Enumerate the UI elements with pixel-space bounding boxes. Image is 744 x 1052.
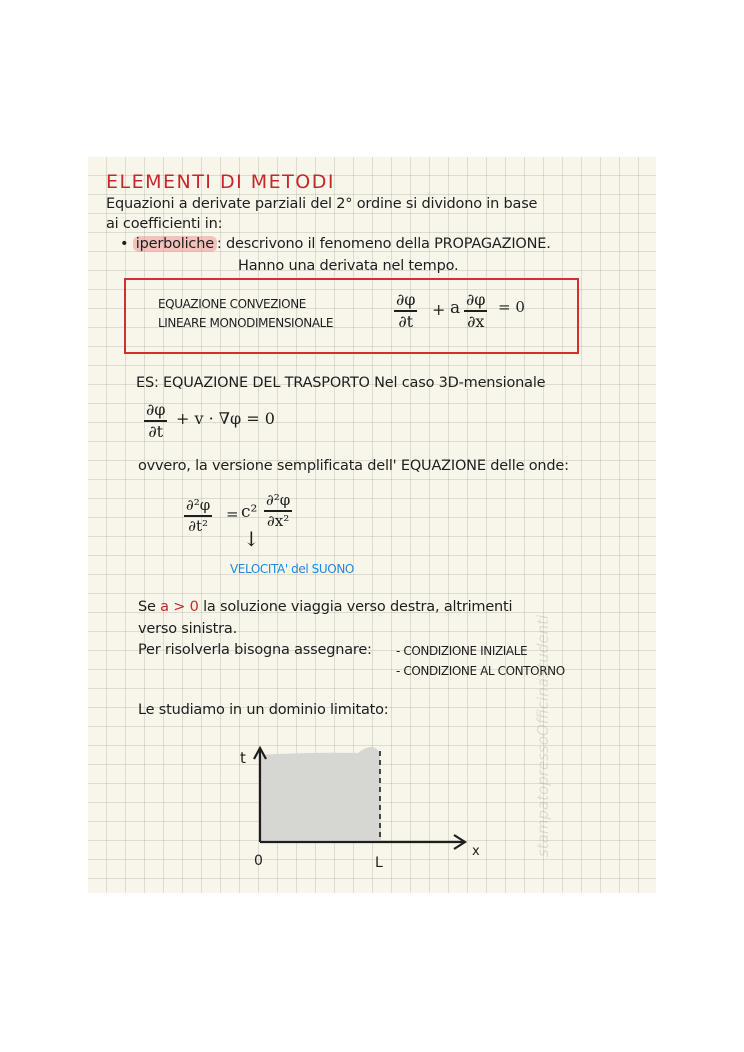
wave-rhs-fraction: $\frac{\text{∂²φ}}{\text{∂x²}}$ [266,491,291,530]
shaded-domain-region [260,747,381,842]
equals-zero: = 0 [498,298,525,316]
L-label: L [375,855,383,869]
intro-line-2: ai coefficienti in: [106,216,223,232]
origin-label: 0 [254,853,263,869]
coefficient-a: a [450,298,461,318]
x-axis-label: x [472,844,480,859]
page-title: ELEMENTI DI METODI [106,171,335,193]
example-heading: ES: EQUAZIONE DEL TRASPORTO Nel caso 3D-mensionale [136,375,546,391]
domain-sentence: Le studiamo in un dominio limitato: [138,702,389,718]
domain-diagram [228,739,488,869]
initial-condition: - CONDIZIONE INIZIALE [396,644,528,658]
bullet-line-2: Hanno una derivata nel tempo. [238,258,459,274]
wave-lhs-fraction: $\frac{\text{∂²φ}}{\text{∂t²}}$ [186,496,211,535]
down-arrow-icon: ↓ [243,527,260,551]
wave-speed-c-squared: c² [241,502,258,522]
wave-sentence: ovvero, la versione semplificata dell' EQUAZIONE delle onde: [138,458,569,474]
box-label-line-1: EQUAZIONE CONVEZIONE [158,297,306,311]
bullet-text: : descrivono il fenomeno della PROPAGAZIONE. [216,236,551,252]
resolve-sentence: Per risolverla bisogna assegnare: [138,642,372,658]
watermark: stampatopressoOfficinaStudenti [534,614,552,857]
grid-paper-sheet [88,157,656,893]
condition-a-positive: a > 0 [160,599,199,615]
t-axis-label: t [240,749,246,767]
highlighted-term: iperboliche [133,236,217,252]
box-fraction-dphi-dt: $\frac{\partial\varphi}{\partial t}$ [396,290,416,331]
highlight-box [124,278,579,354]
bullet-mark: • [120,236,129,252]
box-label-line-2: LINEARE MONODIMENSIONALE [158,316,334,330]
direction-line-2: verso sinistra. [138,621,237,637]
boundary-condition: - CONDIZIONE AL CONTORNO [396,664,565,678]
bullet-item [120,237,551,252]
example-fraction: $\frac{\partial\varphi}{\partial t}$ [146,400,166,441]
plus-sign: + [432,300,446,319]
wave-equals: = [226,505,239,523]
speed-of-sound-note: VELOCITA' del SUONO [230,562,354,576]
box-fraction-dphi-dx: $\frac{\partial\varphi}{\partial x}$ [466,290,486,331]
intro-line-1: Equazioni a derivate parziali del 2° ordine si dividono in base [106,196,538,212]
direction-sentence: Se a > 0 la soluzione viaggia verso destra, altrimenti [138,599,513,615]
transport-equation-rest: + v · ∇φ = 0 [176,409,275,428]
